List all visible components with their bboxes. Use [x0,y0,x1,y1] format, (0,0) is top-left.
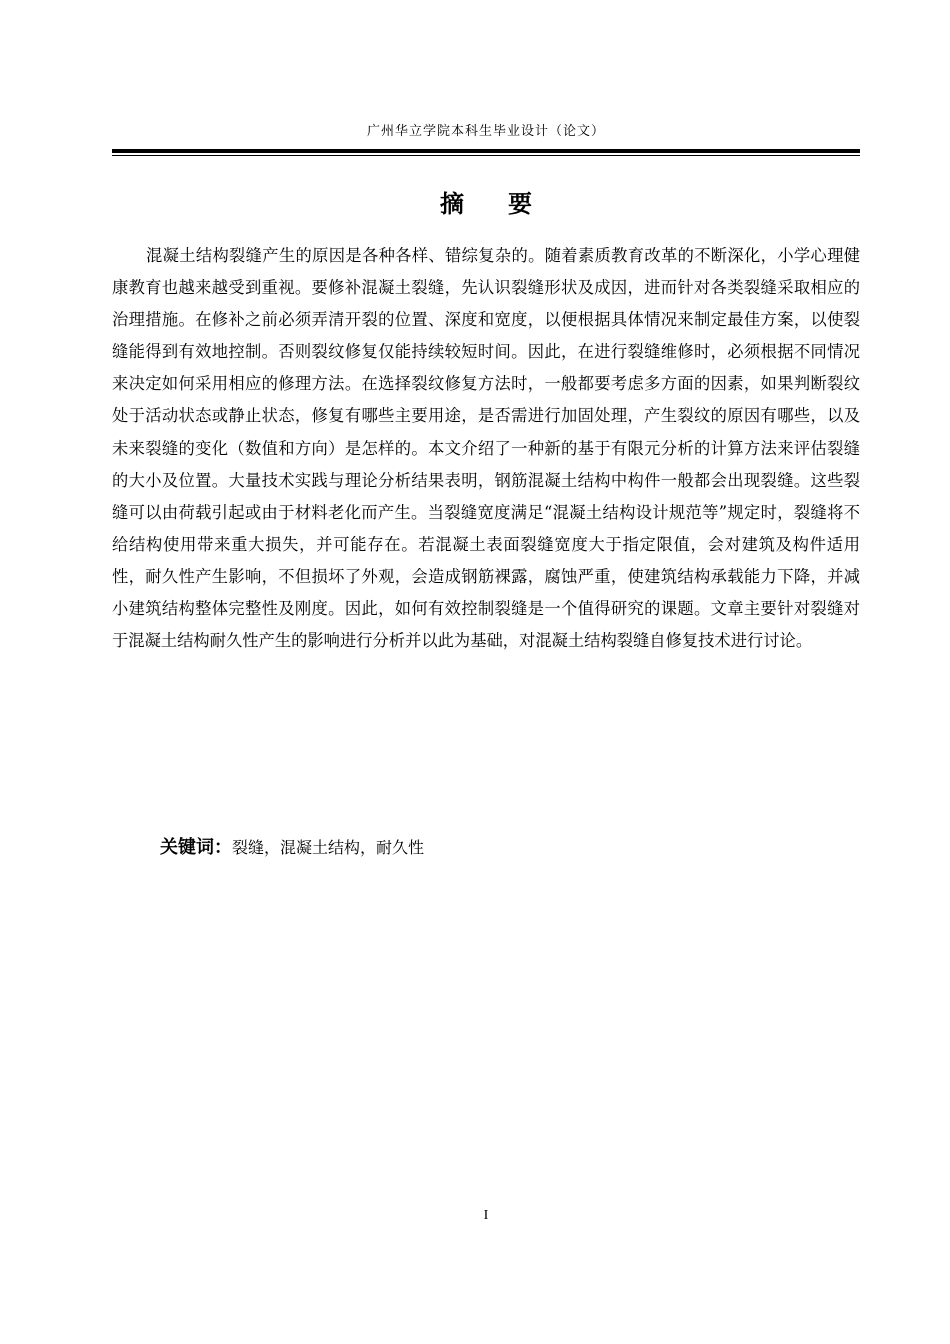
header-rule-thick [112,149,860,153]
keywords-text: 裂缝，混凝土结构，耐久性 [232,838,425,857]
running-header: 广州华立学院本科生毕业设计（论文） [366,124,605,139]
abstract-title: 摘要 [440,190,576,218]
abstract-body: 混凝土结构裂缝产生的原因是各种各样、错综复杂的。随着素质教育改革的不断深化，小学心理健康教育也越来越受到重视。要修补混凝土裂缝，先认识裂缝形状及成因，进而针对各类裂缝采取相应的治理措施。在修补之前必须弄清开裂的位置、深度和宽度，以便根据具体情况来制定最佳方案，以使裂缝能得到有效地控制。否则裂纹修复仅能持续较短时间。因此，在进行裂缝维修时，必须根据不同情况来决定如何采用相应的修理方法。在选择裂纹修复方法时，一般都要考虑多方面的因素，如果判断裂纹处于活动状态或静止状态，修复有哪些主要用途，是否需进行加固处理，产生裂纹的原因有哪些，以及未来裂缝的变化（数值和方向）是怎样的。本文介绍了一种新的基于有限元分析的计算方法来评估裂缝的大小及位置。大量技术实践与理论分析结果表明，钢筋混凝土结构中构件一般都会出现裂缝。这些裂缝可以由荷载引起或由于材料老化而产生。当裂缝宽度满足“混凝土结构设计规范等”规定时，裂缝将不给结构使用带来重大损失，并可能存在。若混凝土表面裂缝宽度大于指定限值，会对建筑及构件适用性，耐久性产生影响，不但损坏了外观，会造成钢筋裸露，腐蚀严重，使建筑结构承载能力下降，并减小建筑结构整体完整性及刚度。因此，如何有效控制裂缝是一个值得研究的课题。文章主要针对裂缝对于混凝土结构耐久性产生的影响进行分析并以此为基础，对混凝土结构裂缝自修复技术进行讨论。 [112,246,860,651]
keywords-line [160,832,860,864]
page-number: I [483,1208,489,1223]
header-rule-thin [112,155,860,156]
keywords-label: 关键词： [160,837,232,858]
